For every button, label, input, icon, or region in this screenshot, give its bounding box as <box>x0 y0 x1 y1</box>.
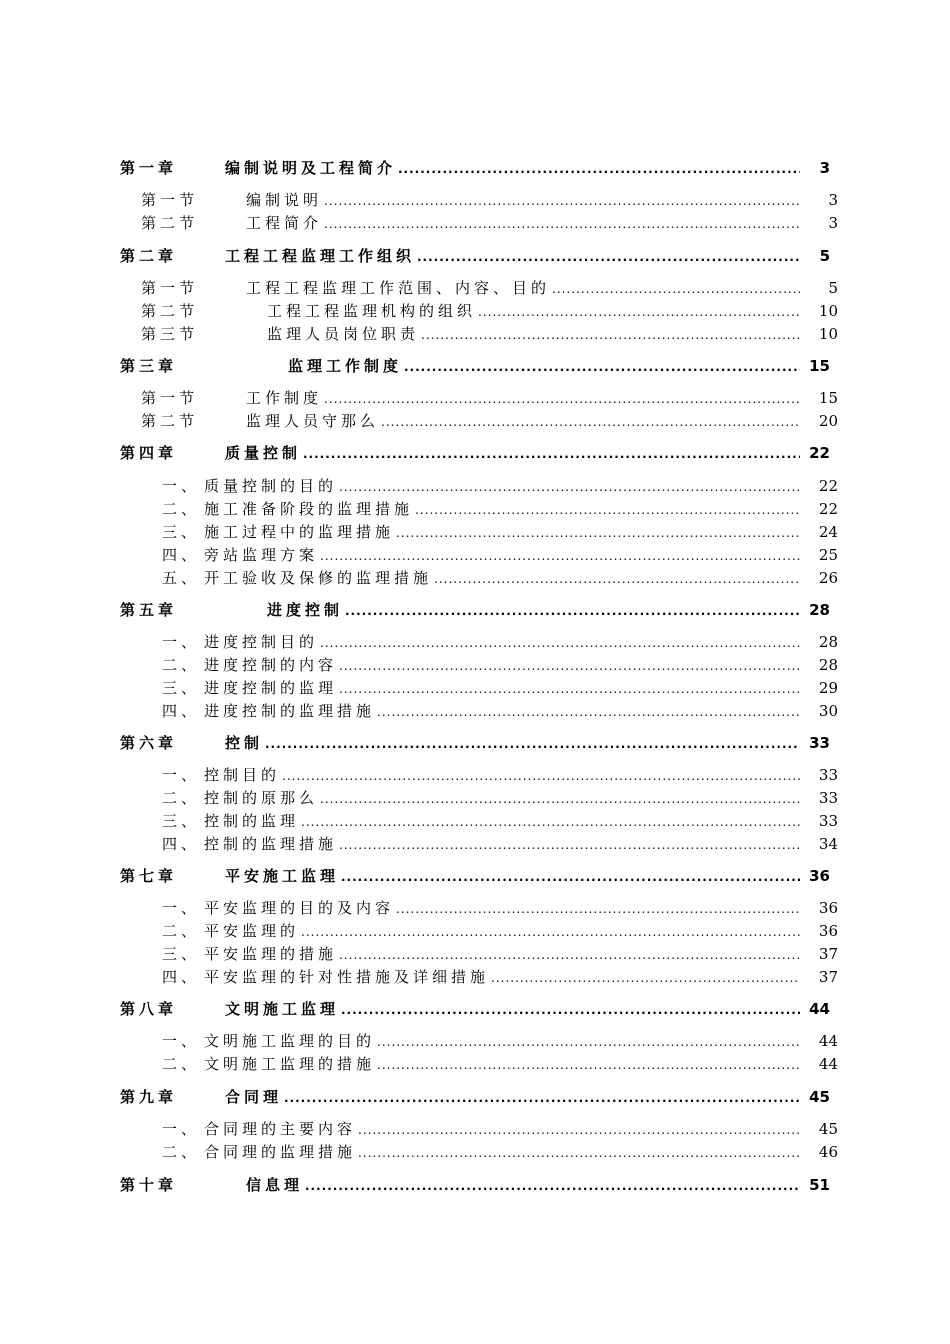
toc-number: 一、 <box>162 1120 201 1138</box>
toc-page-number: 46 <box>818 1143 838 1161</box>
toc-chapter-row[interactable] <box>0 245 950 267</box>
toc-leader-dots <box>381 410 800 432</box>
toc-leader-dots <box>284 1086 800 1108</box>
toc-entry-row[interactable] <box>0 387 950 409</box>
toc-entry-row[interactable] <box>0 787 950 809</box>
toc-leader-dots <box>339 475 800 497</box>
toc-entry-row[interactable] <box>0 410 950 432</box>
toc-number: 四、 <box>162 546 201 564</box>
toc-leader-dots <box>491 966 800 988</box>
toc-page-number: 33 <box>809 734 830 752</box>
toc-title: 工程工程监理机构的组织 <box>267 302 477 320</box>
toc-page-number: 33 <box>818 789 838 807</box>
toc-page-number: 10 <box>818 325 838 343</box>
toc-leader-dots <box>265 732 800 754</box>
toc-title: 文明施工监理的措施 <box>204 1055 376 1073</box>
toc-chapter-row[interactable] <box>0 442 950 464</box>
toc-page-number: 3 <box>828 214 838 232</box>
toc-title: 质量控制 <box>225 444 302 462</box>
toc-page-number: 45 <box>818 1120 838 1138</box>
toc-entry-row[interactable] <box>0 654 950 676</box>
toc-entry-row[interactable] <box>0 1030 950 1052</box>
toc-number: 第一节 <box>141 389 199 407</box>
toc-number: 五、 <box>162 569 201 587</box>
toc-title: 监理人员岗位职责 <box>267 325 420 343</box>
toc-title: 控制 <box>225 734 264 752</box>
toc-page-number: 44 <box>818 1055 838 1073</box>
toc-number: 第五章 <box>120 601 178 619</box>
toc-entry-row[interactable] <box>0 631 950 653</box>
toc-page-number: 10 <box>818 302 838 320</box>
toc-page-number: 24 <box>818 523 838 541</box>
toc-page-number: 29 <box>818 679 838 697</box>
toc-page-number: 28 <box>818 633 838 651</box>
toc-entry-row[interactable] <box>0 1118 950 1140</box>
toc-title: 控制的监理 <box>204 812 300 830</box>
toc-leader-dots <box>358 1118 800 1140</box>
toc-page-number: 26 <box>818 569 838 587</box>
toc-leader-dots <box>320 787 800 809</box>
toc-leader-dots <box>377 700 800 722</box>
toc-title: 编制说明及工程简介 <box>225 159 397 177</box>
toc-number: 第三章 <box>120 357 178 375</box>
toc-entry-row[interactable] <box>0 567 950 589</box>
toc-page-number: 36 <box>818 899 838 917</box>
toc-title: 施工准备阶段的监理措施 <box>204 500 414 518</box>
toc-page-number: 34 <box>818 835 838 853</box>
toc-entry-row[interactable] <box>0 943 950 965</box>
toc-title: 平安施工监理 <box>225 867 340 885</box>
toc-chapter-row[interactable] <box>0 1086 950 1108</box>
toc-number: 二、 <box>162 656 201 674</box>
toc-entry-row[interactable] <box>0 300 950 322</box>
toc-number: 第一节 <box>141 191 199 209</box>
toc-title: 工程工程监理工作组织 <box>225 247 416 265</box>
toc-title: 文明施工监理 <box>225 1000 340 1018</box>
toc-page-number: 37 <box>818 968 838 986</box>
toc-number: 第二章 <box>120 247 178 265</box>
toc-page-number: 44 <box>818 1032 838 1050</box>
toc-title: 合同理 <box>225 1088 283 1106</box>
toc-title: 文明施工监理的目的 <box>204 1032 376 1050</box>
toc-title: 施工过程中的监理措施 <box>204 523 395 541</box>
toc-leader-dots <box>478 300 800 322</box>
toc-leader-dots <box>552 277 800 299</box>
toc-leader-dots <box>377 1053 800 1075</box>
toc-number: 三、 <box>162 679 201 697</box>
toc-title: 进度控制目的 <box>204 633 319 651</box>
toc-title: 旁站监理方案 <box>204 546 319 564</box>
toc-leader-dots <box>339 833 800 855</box>
toc-number: 一、 <box>162 633 201 651</box>
toc-entry-row[interactable] <box>0 212 950 234</box>
toc-title: 质量控制的目的 <box>204 477 338 495</box>
toc-page-number: 22 <box>818 500 838 518</box>
toc-number: 二、 <box>162 789 201 807</box>
toc-page-number: 3 <box>819 159 830 177</box>
toc-number: 四、 <box>162 968 201 986</box>
toc-entry-row[interactable] <box>0 764 950 786</box>
toc-entry-row[interactable] <box>0 189 950 211</box>
toc-number: 第三节 <box>141 325 199 343</box>
toc-page-number: 22 <box>818 477 838 495</box>
toc-title: 合同理的监理措施 <box>204 1143 357 1161</box>
toc-leader-dots <box>301 920 800 942</box>
toc-entry-row[interactable] <box>0 920 950 942</box>
toc-leader-dots <box>345 599 800 621</box>
toc-leader-dots <box>339 943 800 965</box>
toc-page-number: 15 <box>809 357 830 375</box>
toc-leader-dots <box>415 498 800 520</box>
toc-page-number: 22 <box>809 444 830 462</box>
toc-chapter-row[interactable] <box>0 998 950 1020</box>
toc-entry-row[interactable] <box>0 521 950 543</box>
toc-entry-row[interactable] <box>0 277 950 299</box>
toc-leader-dots <box>320 544 800 566</box>
toc-number: 四、 <box>162 835 201 853</box>
toc-entry-row[interactable] <box>0 323 950 345</box>
toc-chapter-row[interactable] <box>0 599 950 621</box>
toc-title: 进度控制的监理措施 <box>204 702 376 720</box>
toc-page-number: 37 <box>818 945 838 963</box>
toc-page-number: 33 <box>818 766 838 784</box>
toc-leader-dots <box>377 1030 800 1052</box>
toc-number: 一、 <box>162 1032 201 1050</box>
toc-leader-dots <box>324 189 800 211</box>
toc-title: 监理人员守那么 <box>246 412 380 430</box>
toc-entry-row[interactable] <box>0 810 950 832</box>
toc-title: 监理工作制度 <box>288 357 403 375</box>
toc-leader-dots <box>396 897 800 919</box>
toc-title: 控制的原那么 <box>204 789 319 807</box>
toc-page-number: 51 <box>809 1176 830 1194</box>
toc-page-number: 45 <box>809 1088 830 1106</box>
toc-number: 一、 <box>162 766 201 784</box>
toc-page-number: 3 <box>828 191 838 209</box>
toc-title: 信息理 <box>246 1176 304 1194</box>
toc-page-number: 28 <box>809 601 830 619</box>
toc-entry-row[interactable] <box>0 475 950 497</box>
toc-number: 三、 <box>162 523 201 541</box>
toc-title: 进度控制的内容 <box>204 656 338 674</box>
toc-title: 平安监理的措施 <box>204 945 338 963</box>
toc-leader-dots <box>421 323 800 345</box>
toc-entry-row[interactable] <box>0 498 950 520</box>
toc-leader-dots <box>404 355 800 377</box>
toc-leader-dots <box>396 521 800 543</box>
toc-leader-dots <box>358 1141 800 1163</box>
toc-leader-dots <box>341 998 800 1020</box>
toc-leader-dots <box>434 567 800 589</box>
toc-number: 三、 <box>162 812 201 830</box>
toc-entry-row[interactable] <box>0 700 950 722</box>
toc-number: 第七章 <box>120 867 178 885</box>
toc-page-number: 25 <box>818 546 838 564</box>
toc-number: 第二节 <box>141 302 199 320</box>
toc-title: 工程简介 <box>246 214 323 232</box>
toc-chapter-row[interactable] <box>0 865 950 887</box>
toc-chapter-row[interactable] <box>0 1174 950 1196</box>
toc-title: 平安监理的 <box>204 922 300 940</box>
toc-entry-row[interactable] <box>0 966 950 988</box>
toc-title: 工作制度 <box>246 389 323 407</box>
toc-number: 第八章 <box>120 1000 178 1018</box>
toc-number: 二、 <box>162 922 201 940</box>
toc-title: 平安监理的目的及内容 <box>204 899 395 917</box>
toc-number: 第一节 <box>141 279 199 297</box>
toc-number: 二、 <box>162 1055 201 1073</box>
toc-entry-row[interactable] <box>0 897 950 919</box>
toc-leader-dots <box>301 810 800 832</box>
toc-title: 进度控制的监理 <box>204 679 338 697</box>
toc-chapter-row[interactable] <box>0 355 950 377</box>
toc-number: 第十章 <box>120 1176 178 1194</box>
toc-number: 一、 <box>162 899 201 917</box>
toc-leader-dots <box>320 631 800 653</box>
toc-title: 控制目的 <box>204 766 281 784</box>
toc-title: 控制的监理措施 <box>204 835 338 853</box>
toc-title: 进度控制 <box>267 601 344 619</box>
toc-leader-dots <box>398 157 800 179</box>
toc-entry-row[interactable] <box>0 833 950 855</box>
toc-leader-dots <box>303 442 800 464</box>
toc-page-number: 5 <box>819 247 830 265</box>
toc-number: 第一章 <box>120 159 178 177</box>
toc-page-number: 36 <box>809 867 830 885</box>
toc-title: 工程工程监理工作范围、内容、目的 <box>246 279 551 297</box>
toc-entry-row[interactable] <box>0 1141 950 1163</box>
toc-leader-dots <box>341 865 800 887</box>
toc-number: 一、 <box>162 477 201 495</box>
toc-page-number: 36 <box>818 922 838 940</box>
toc-number: 二、 <box>162 500 201 518</box>
toc-leader-dots <box>339 677 800 699</box>
toc-page-number: 30 <box>818 702 838 720</box>
toc-title: 合同理的主要内容 <box>204 1120 357 1138</box>
toc-title: 编制说明 <box>246 191 323 209</box>
toc-entry-row[interactable] <box>0 544 950 566</box>
toc-title: 开工验收及保修的监理措施 <box>204 569 433 587</box>
toc-leader-dots <box>305 1174 800 1196</box>
toc-number: 三、 <box>162 945 201 963</box>
toc-number: 第二节 <box>141 214 199 232</box>
toc-number: 第九章 <box>120 1088 178 1106</box>
toc-number: 四、 <box>162 702 201 720</box>
toc-number: 第六章 <box>120 734 178 752</box>
toc-title: 平安监理的针对性措施及详细措施 <box>204 968 490 986</box>
toc-chapter-row[interactable] <box>0 732 950 754</box>
toc-page-number: 28 <box>818 656 838 674</box>
toc-entry-row[interactable] <box>0 677 950 699</box>
toc-number: 第二节 <box>141 412 199 430</box>
toc-chapter-row[interactable] <box>0 157 950 179</box>
toc-leader-dots <box>324 212 800 234</box>
toc-page-number: 20 <box>818 412 838 430</box>
toc-leader-dots <box>324 387 800 409</box>
toc-page-number: 33 <box>818 812 838 830</box>
toc-page-number: 15 <box>818 389 838 407</box>
toc-number: 第四章 <box>120 444 178 462</box>
toc-page-number: 44 <box>809 1000 830 1018</box>
toc-entry-row[interactable] <box>0 1053 950 1075</box>
toc-leader-dots <box>339 654 800 676</box>
toc-number: 二、 <box>162 1143 201 1161</box>
toc-page-number: 5 <box>828 279 838 297</box>
toc-leader-dots <box>282 764 800 786</box>
toc-leader-dots <box>417 245 800 267</box>
